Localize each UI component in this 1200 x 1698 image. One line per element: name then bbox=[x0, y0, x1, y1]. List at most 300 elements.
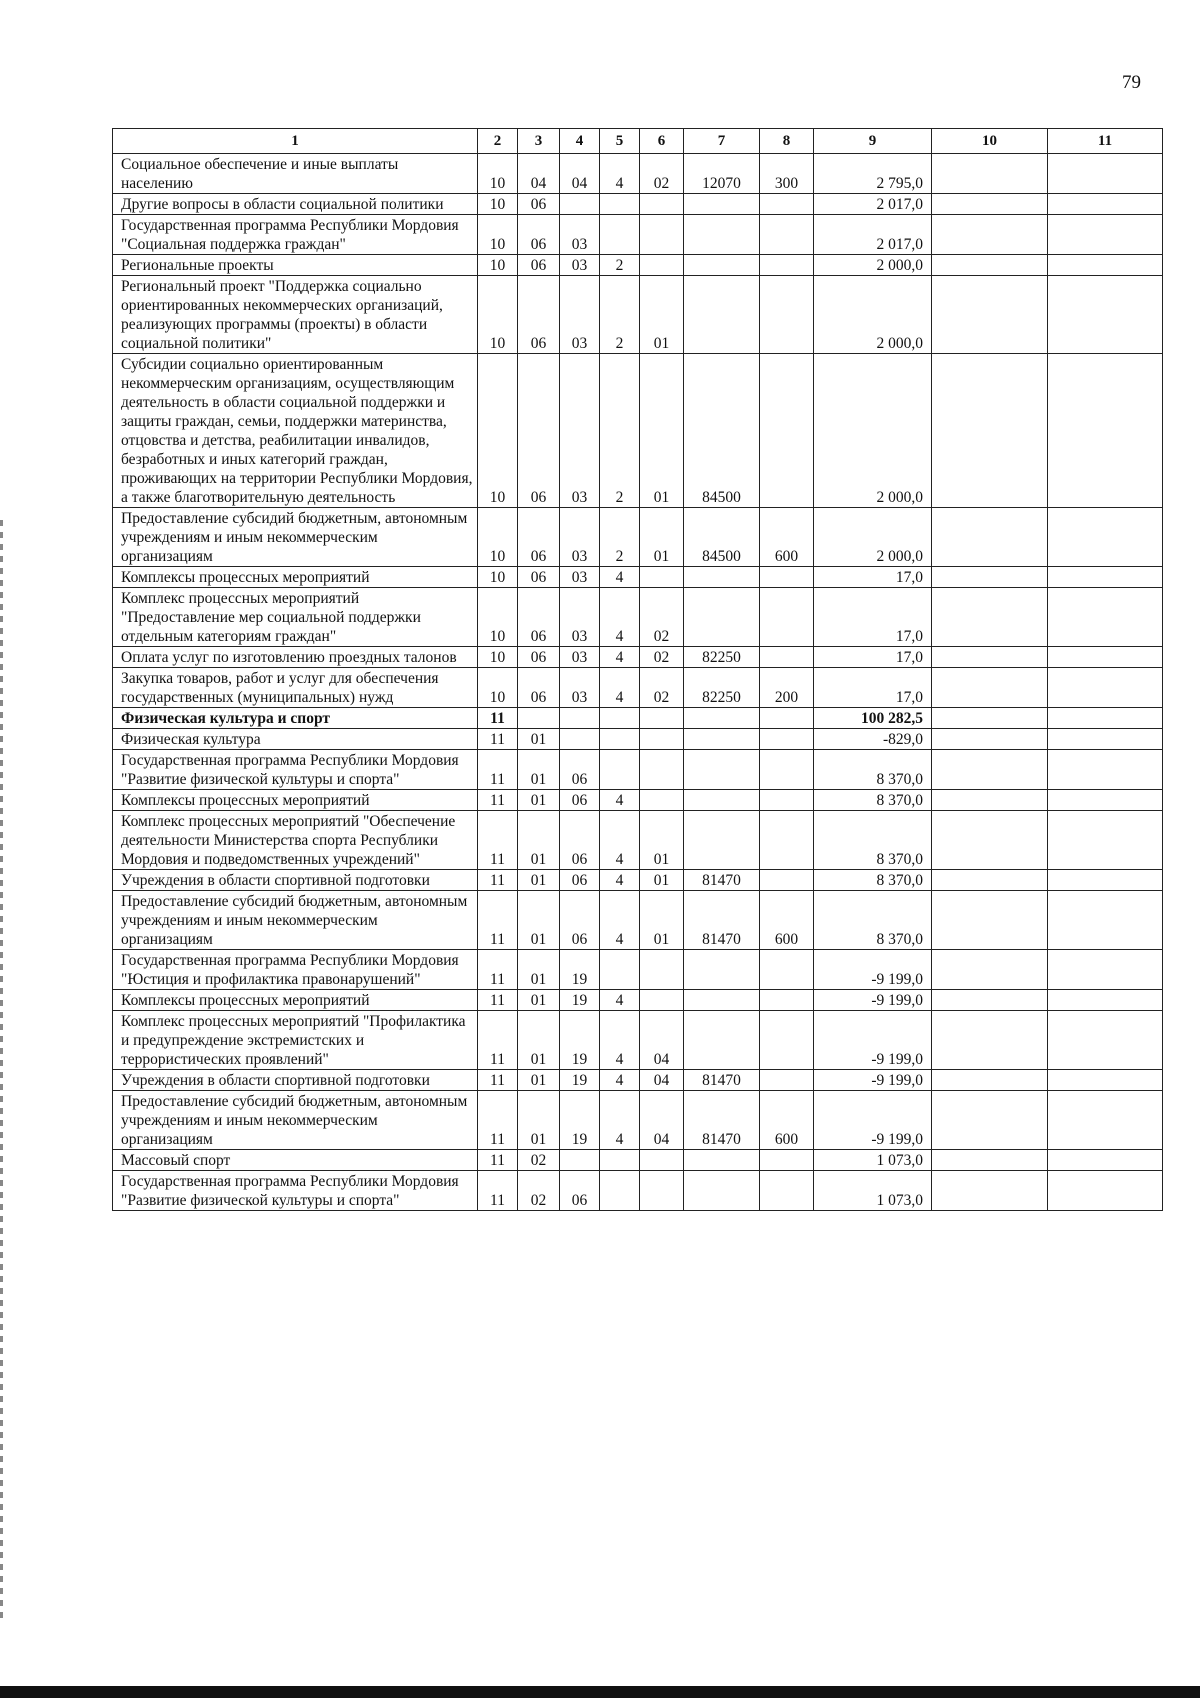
subprogram-code: 4 bbox=[600, 567, 640, 588]
program-code: 03 bbox=[560, 647, 600, 668]
target-code bbox=[684, 194, 760, 215]
table-row bbox=[113, 790, 1163, 811]
empty-col-11 bbox=[1048, 870, 1163, 891]
col-header: 10 bbox=[932, 129, 1048, 154]
activity-code bbox=[640, 790, 684, 811]
table-row bbox=[113, 508, 1163, 567]
subprogram-code: 4 bbox=[600, 1091, 640, 1150]
activity-code: 01 bbox=[640, 508, 684, 567]
expense-type-code bbox=[760, 647, 814, 668]
section-code: 11 bbox=[478, 1011, 518, 1070]
empty-col-10 bbox=[932, 1171, 1048, 1211]
target-code bbox=[684, 811, 760, 870]
activity-code: 01 bbox=[640, 870, 684, 891]
empty-col-10 bbox=[932, 1091, 1048, 1150]
program-code: 03 bbox=[560, 588, 600, 647]
program-code: 06 bbox=[560, 811, 600, 870]
subprogram-code: 4 bbox=[600, 990, 640, 1011]
subprogram-code bbox=[600, 1171, 640, 1211]
table-row bbox=[113, 950, 1163, 990]
table-row bbox=[113, 1070, 1163, 1091]
col-header: 3 bbox=[518, 129, 560, 154]
expense-type-code bbox=[760, 1070, 814, 1091]
empty-col-10 bbox=[932, 708, 1048, 729]
expense-type-code: 200 bbox=[760, 668, 814, 708]
table-row bbox=[113, 215, 1163, 255]
target-code bbox=[684, 708, 760, 729]
empty-col-11 bbox=[1048, 194, 1163, 215]
empty-col-11 bbox=[1048, 567, 1163, 588]
amount: 8 370,0 bbox=[814, 870, 932, 891]
amount: 17,0 bbox=[814, 668, 932, 708]
empty-col-11 bbox=[1048, 1091, 1163, 1150]
empty-col-10 bbox=[932, 588, 1048, 647]
subsection-code: 01 bbox=[518, 891, 560, 950]
table-row bbox=[113, 811, 1163, 870]
subprogram-code bbox=[600, 729, 640, 750]
subsection-code: 02 bbox=[518, 1150, 560, 1171]
table-row bbox=[113, 255, 1163, 276]
subsection-code: 06 bbox=[518, 508, 560, 567]
subsection-code bbox=[518, 708, 560, 729]
subprogram-code bbox=[600, 215, 640, 255]
header-row bbox=[113, 129, 1163, 154]
activity-code: 01 bbox=[640, 276, 684, 354]
subsection-code: 06 bbox=[518, 668, 560, 708]
item-name: Другие вопросы в области социальной политики bbox=[113, 194, 478, 215]
subprogram-code: 4 bbox=[600, 891, 640, 950]
target-code bbox=[684, 790, 760, 811]
program-code: 04 bbox=[560, 154, 600, 194]
expense-type-code bbox=[760, 1011, 814, 1070]
empty-col-10 bbox=[932, 194, 1048, 215]
program-code: 06 bbox=[560, 750, 600, 790]
empty-col-11 bbox=[1048, 276, 1163, 354]
activity-code bbox=[640, 990, 684, 1011]
subprogram-code: 4 bbox=[600, 668, 640, 708]
empty-col-10 bbox=[932, 668, 1048, 708]
item-name: Предоставление субсидий бюджетным, автономным учреждениям и иным некоммерческим организациям bbox=[113, 891, 478, 950]
item-name: Комплекс процессных мероприятий "Обеспечение деятельности Министерства спорта Республики Мордовия и подведомственных учреждений" bbox=[113, 811, 478, 870]
program-code bbox=[560, 729, 600, 750]
program-code: 03 bbox=[560, 354, 600, 508]
col-header: 7 bbox=[684, 129, 760, 154]
amount: -829,0 bbox=[814, 729, 932, 750]
program-code: 03 bbox=[560, 567, 600, 588]
expense-type-code bbox=[760, 194, 814, 215]
activity-code bbox=[640, 194, 684, 215]
target-code bbox=[684, 215, 760, 255]
activity-code: 01 bbox=[640, 891, 684, 950]
empty-col-11 bbox=[1048, 790, 1163, 811]
empty-col-10 bbox=[932, 215, 1048, 255]
amount: 8 370,0 bbox=[814, 790, 932, 811]
empty-col-10 bbox=[932, 1150, 1048, 1171]
subprogram-code: 4 bbox=[600, 870, 640, 891]
table-body bbox=[113, 154, 1163, 1211]
target-code bbox=[684, 1171, 760, 1211]
amount: 17,0 bbox=[814, 588, 932, 647]
section-code: 10 bbox=[478, 508, 518, 567]
item-name: Региональные проекты bbox=[113, 255, 478, 276]
program-code: 03 bbox=[560, 255, 600, 276]
empty-col-11 bbox=[1048, 950, 1163, 990]
expense-type-code bbox=[760, 708, 814, 729]
activity-code bbox=[640, 708, 684, 729]
subsection-code: 01 bbox=[518, 1091, 560, 1150]
expense-type-code bbox=[760, 750, 814, 790]
subsection-code: 01 bbox=[518, 811, 560, 870]
section-code: 10 bbox=[478, 647, 518, 668]
expense-type-code bbox=[760, 870, 814, 891]
empty-col-11 bbox=[1048, 215, 1163, 255]
table-row bbox=[113, 567, 1163, 588]
section-code: 10 bbox=[478, 215, 518, 255]
target-code: 81470 bbox=[684, 870, 760, 891]
subsection-code: 06 bbox=[518, 276, 560, 354]
table-row bbox=[113, 276, 1163, 354]
section-code: 10 bbox=[478, 354, 518, 508]
table-row bbox=[113, 990, 1163, 1011]
section-code: 11 bbox=[478, 870, 518, 891]
item-name: Комплексы процессных мероприятий bbox=[113, 567, 478, 588]
section-code: 10 bbox=[478, 255, 518, 276]
item-name: Государственная программа Республики Мордовия "Юстиция и профилактика правонарушений" bbox=[113, 950, 478, 990]
target-code: 81470 bbox=[684, 1070, 760, 1091]
activity-code: 02 bbox=[640, 647, 684, 668]
activity-code bbox=[640, 255, 684, 276]
expense-type-code bbox=[760, 354, 814, 508]
empty-col-10 bbox=[932, 1011, 1048, 1070]
activity-code: 04 bbox=[640, 1070, 684, 1091]
amount: -9 199,0 bbox=[814, 1011, 932, 1070]
expense-type-code bbox=[760, 588, 814, 647]
expense-type-code bbox=[760, 1150, 814, 1171]
table-row bbox=[113, 1171, 1163, 1211]
subprogram-code: 4 bbox=[600, 154, 640, 194]
table-row bbox=[113, 750, 1163, 790]
expense-type-code bbox=[760, 567, 814, 588]
amount: -9 199,0 bbox=[814, 1070, 932, 1091]
target-code bbox=[684, 588, 760, 647]
item-name: Социальное обеспечение и иные выплаты населению bbox=[113, 154, 478, 194]
amount: 2 000,0 bbox=[814, 255, 932, 276]
subprogram-code bbox=[600, 950, 640, 990]
section-code: 11 bbox=[478, 708, 518, 729]
amount: 2 017,0 bbox=[814, 215, 932, 255]
subprogram-code: 2 bbox=[600, 354, 640, 508]
subsection-code: 02 bbox=[518, 1171, 560, 1211]
item-name: Комплексы процессных мероприятий bbox=[113, 790, 478, 811]
expense-type-code: 600 bbox=[760, 508, 814, 567]
section-code: 11 bbox=[478, 750, 518, 790]
item-name: Оплата услуг по изготовлению проездных талонов bbox=[113, 647, 478, 668]
table-row bbox=[113, 154, 1163, 194]
section-code: 11 bbox=[478, 891, 518, 950]
item-name: Предоставление субсидий бюджетным, автономным учреждениям и иным некоммерческим организациям bbox=[113, 1091, 478, 1150]
program-code: 19 bbox=[560, 1091, 600, 1150]
expense-type-code: 600 bbox=[760, 1091, 814, 1150]
activity-code bbox=[640, 729, 684, 750]
empty-col-11 bbox=[1048, 255, 1163, 276]
table-row bbox=[113, 1150, 1163, 1171]
empty-col-10 bbox=[932, 1070, 1048, 1091]
subsection-code: 06 bbox=[518, 255, 560, 276]
amount: 8 370,0 bbox=[814, 750, 932, 790]
section-code: 11 bbox=[478, 790, 518, 811]
subprogram-code: 4 bbox=[600, 588, 640, 647]
amount: -9 199,0 bbox=[814, 950, 932, 990]
section-code: 10 bbox=[478, 668, 518, 708]
item-name: Региональный проект "Поддержка социально ориентированных некоммерческих организаций, реализующих программы (проекты) в области социальной политики" bbox=[113, 276, 478, 354]
item-name: Государственная программа Республики Мордовия "Развитие физической культуры и спорта" bbox=[113, 750, 478, 790]
section-code: 11 bbox=[478, 1070, 518, 1091]
empty-col-10 bbox=[932, 154, 1048, 194]
expense-type-code bbox=[760, 950, 814, 990]
empty-col-10 bbox=[932, 790, 1048, 811]
col-header: 9 bbox=[814, 129, 932, 154]
subprogram-code: 4 bbox=[600, 790, 640, 811]
table-row bbox=[113, 729, 1163, 750]
empty-col-11 bbox=[1048, 750, 1163, 790]
amount: 100 282,5 bbox=[814, 708, 932, 729]
col-header: 2 bbox=[478, 129, 518, 154]
activity-code: 04 bbox=[640, 1011, 684, 1070]
empty-col-10 bbox=[932, 647, 1048, 668]
activity-code: 04 bbox=[640, 1091, 684, 1150]
target-code bbox=[684, 1150, 760, 1171]
subprogram-code bbox=[600, 750, 640, 790]
empty-col-11 bbox=[1048, 1070, 1163, 1091]
subprogram-code: 4 bbox=[600, 811, 640, 870]
program-code bbox=[560, 708, 600, 729]
target-code: 81470 bbox=[684, 1091, 760, 1150]
scan-edge bbox=[0, 520, 3, 1620]
expense-type-code: 300 bbox=[760, 154, 814, 194]
section-code: 10 bbox=[478, 154, 518, 194]
target-code bbox=[684, 729, 760, 750]
subprogram-code bbox=[600, 194, 640, 215]
empty-col-10 bbox=[932, 276, 1048, 354]
amount: 1 073,0 bbox=[814, 1171, 932, 1211]
scan-bottom-edge bbox=[0, 1686, 1200, 1698]
col-header: 4 bbox=[560, 129, 600, 154]
table-row bbox=[113, 708, 1163, 729]
target-code: 82250 bbox=[684, 668, 760, 708]
empty-col-10 bbox=[932, 354, 1048, 508]
empty-col-11 bbox=[1048, 588, 1163, 647]
activity-code bbox=[640, 950, 684, 990]
subsection-code: 01 bbox=[518, 729, 560, 750]
expense-type-code bbox=[760, 255, 814, 276]
program-code: 03 bbox=[560, 668, 600, 708]
col-header: 1 bbox=[113, 129, 478, 154]
program-code: 03 bbox=[560, 215, 600, 255]
section-code: 11 bbox=[478, 811, 518, 870]
item-name: Государственная программа Республики Мордовия "Развитие физической культуры и спорта" bbox=[113, 1171, 478, 1211]
section-code: 11 bbox=[478, 1150, 518, 1171]
item-name: Учреждения в области спортивной подготовки bbox=[113, 1070, 478, 1091]
target-code bbox=[684, 750, 760, 790]
program-code: 03 bbox=[560, 508, 600, 567]
subprogram-code: 2 bbox=[600, 276, 640, 354]
section-code: 11 bbox=[478, 950, 518, 990]
target-code bbox=[684, 567, 760, 588]
table-row bbox=[113, 1091, 1163, 1150]
table-row bbox=[113, 647, 1163, 668]
program-code: 19 bbox=[560, 1070, 600, 1091]
subprogram-code: 4 bbox=[600, 647, 640, 668]
empty-col-11 bbox=[1048, 647, 1163, 668]
amount: -9 199,0 bbox=[814, 1091, 932, 1150]
empty-col-11 bbox=[1048, 891, 1163, 950]
target-code bbox=[684, 255, 760, 276]
empty-col-11 bbox=[1048, 1150, 1163, 1171]
activity-code bbox=[640, 215, 684, 255]
program-code: 19 bbox=[560, 950, 600, 990]
target-code bbox=[684, 950, 760, 990]
table-row bbox=[113, 1011, 1163, 1070]
target-code bbox=[684, 276, 760, 354]
subsection-code: 06 bbox=[518, 215, 560, 255]
program-code: 06 bbox=[560, 891, 600, 950]
subsection-code: 06 bbox=[518, 354, 560, 508]
empty-col-11 bbox=[1048, 668, 1163, 708]
target-code: 82250 bbox=[684, 647, 760, 668]
empty-col-10 bbox=[932, 811, 1048, 870]
expense-type-code bbox=[760, 1171, 814, 1211]
subprogram-code: 2 bbox=[600, 508, 640, 567]
table-row bbox=[113, 194, 1163, 215]
item-name: Физическая культура bbox=[113, 729, 478, 750]
section-code: 10 bbox=[478, 276, 518, 354]
expense-type-code bbox=[760, 811, 814, 870]
subsection-code: 01 bbox=[518, 870, 560, 891]
program-code: 03 bbox=[560, 276, 600, 354]
activity-code: 02 bbox=[640, 154, 684, 194]
expense-type-code bbox=[760, 729, 814, 750]
section-code: 11 bbox=[478, 729, 518, 750]
empty-col-11 bbox=[1048, 154, 1163, 194]
amount: 8 370,0 bbox=[814, 891, 932, 950]
amount: 2 795,0 bbox=[814, 154, 932, 194]
section-code: 10 bbox=[478, 588, 518, 647]
target-code bbox=[684, 1011, 760, 1070]
amount: 17,0 bbox=[814, 567, 932, 588]
activity-code bbox=[640, 750, 684, 790]
activity-code: 01 bbox=[640, 354, 684, 508]
empty-col-11 bbox=[1048, 1171, 1163, 1211]
item-name: Предоставление субсидий бюджетным, автономным учреждениям и иным некоммерческим организациям bbox=[113, 508, 478, 567]
program-code: 06 bbox=[560, 870, 600, 891]
subprogram-code bbox=[600, 1150, 640, 1171]
item-name: Субсидии социально ориентированным некоммерческим организациям, осуществляющим деятельность в области социальной поддержки и защиты граждан, семьи, поддержки материнства, отцовства и детства, реабилитации инвалидов, безработных и иных категорий граждан, проживающих на территории Республики Мордовия, а также благотворительную деятельность bbox=[113, 354, 478, 508]
subsection-code: 01 bbox=[518, 1011, 560, 1070]
expense-type-code: 600 bbox=[760, 891, 814, 950]
empty-col-10 bbox=[932, 255, 1048, 276]
item-name: Государственная программа Республики Мордовия "Социальная поддержка граждан" bbox=[113, 215, 478, 255]
subprogram-code: 4 bbox=[600, 1070, 640, 1091]
subsection-code: 06 bbox=[518, 647, 560, 668]
empty-col-11 bbox=[1048, 729, 1163, 750]
section-code: 11 bbox=[478, 990, 518, 1011]
empty-col-11 bbox=[1048, 1011, 1163, 1070]
target-code: 84500 bbox=[684, 354, 760, 508]
program-code: 19 bbox=[560, 1011, 600, 1070]
empty-col-11 bbox=[1048, 811, 1163, 870]
target-code: 84500 bbox=[684, 508, 760, 567]
page-number: 79 bbox=[1122, 72, 1141, 93]
amount: -9 199,0 bbox=[814, 990, 932, 1011]
subsection-code: 01 bbox=[518, 990, 560, 1011]
table-row bbox=[113, 668, 1163, 708]
col-header: 6 bbox=[640, 129, 684, 154]
col-header: 5 bbox=[600, 129, 640, 154]
target-code: 81470 bbox=[684, 891, 760, 950]
subprogram-code: 2 bbox=[600, 255, 640, 276]
empty-col-11 bbox=[1048, 508, 1163, 567]
item-name: Комплекс процессных мероприятий "Профилактика и предупреждение экстремистских и террористических проявлений" bbox=[113, 1011, 478, 1070]
amount: 2 000,0 bbox=[814, 354, 932, 508]
program-code: 06 bbox=[560, 1171, 600, 1211]
subsection-code: 06 bbox=[518, 588, 560, 647]
empty-col-11 bbox=[1048, 990, 1163, 1011]
expense-type-code bbox=[760, 990, 814, 1011]
subsection-code: 01 bbox=[518, 750, 560, 790]
amount: 2 000,0 bbox=[814, 276, 932, 354]
empty-col-10 bbox=[932, 508, 1048, 567]
empty-col-10 bbox=[932, 729, 1048, 750]
program-code: 06 bbox=[560, 790, 600, 811]
section-code: 11 bbox=[478, 1171, 518, 1211]
item-name: Физическая культура и спорт bbox=[113, 708, 478, 729]
empty-col-10 bbox=[932, 891, 1048, 950]
target-code: 12070 bbox=[684, 154, 760, 194]
program-code bbox=[560, 194, 600, 215]
expense-type-code bbox=[760, 790, 814, 811]
activity-code bbox=[640, 1171, 684, 1211]
table-row bbox=[113, 870, 1163, 891]
amount: 17,0 bbox=[814, 647, 932, 668]
expense-type-code bbox=[760, 215, 814, 255]
section-code: 10 bbox=[478, 194, 518, 215]
subsection-code: 01 bbox=[518, 950, 560, 990]
target-code bbox=[684, 990, 760, 1011]
item-name: Комплексы процессных мероприятий bbox=[113, 990, 478, 1011]
subsection-code: 04 bbox=[518, 154, 560, 194]
amount: 8 370,0 bbox=[814, 811, 932, 870]
subsection-code: 01 bbox=[518, 1070, 560, 1091]
activity-code bbox=[640, 567, 684, 588]
amount: 2 017,0 bbox=[814, 194, 932, 215]
program-code bbox=[560, 1150, 600, 1171]
activity-code: 01 bbox=[640, 811, 684, 870]
item-name: Закупка товаров, работ и услуг для обеспечения государственных (муниципальных) нужд bbox=[113, 668, 478, 708]
table-row bbox=[113, 891, 1163, 950]
subprogram-code bbox=[600, 708, 640, 729]
empty-col-10 bbox=[932, 567, 1048, 588]
subprogram-code: 4 bbox=[600, 1011, 640, 1070]
activity-code bbox=[640, 1150, 684, 1171]
section-code: 10 bbox=[478, 567, 518, 588]
expense-type-code bbox=[760, 276, 814, 354]
activity-code: 02 bbox=[640, 668, 684, 708]
subsection-code: 06 bbox=[518, 194, 560, 215]
table-row bbox=[113, 588, 1163, 647]
budget-table bbox=[112, 128, 1163, 1211]
item-name: Массовый спорт bbox=[113, 1150, 478, 1171]
empty-col-10 bbox=[932, 750, 1048, 790]
